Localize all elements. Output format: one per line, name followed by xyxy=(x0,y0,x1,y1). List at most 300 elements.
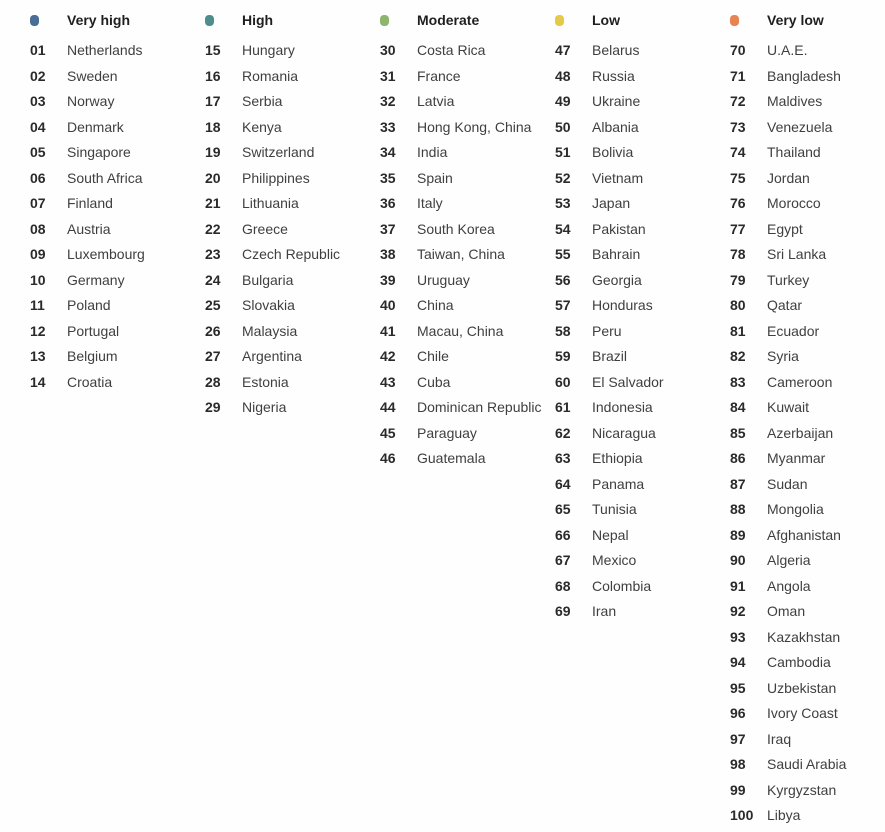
country-name: Dominican Republic xyxy=(417,399,542,415)
country-name: Tunisia xyxy=(592,501,637,517)
country-name: Czech Republic xyxy=(242,246,341,262)
rank-number: 81 xyxy=(730,322,746,339)
country-name: Malaysia xyxy=(242,322,298,339)
list-item xyxy=(205,295,380,321)
country-name: Uzbekistan xyxy=(767,679,837,696)
rank-number: 73 xyxy=(730,118,746,135)
rank-number: 22 xyxy=(205,220,221,237)
rank-number: 17 xyxy=(205,93,221,109)
rank-number: 75 xyxy=(730,169,746,186)
rank-number: 97 xyxy=(730,730,746,747)
country-name: India xyxy=(417,144,448,160)
country-name: Cambodia xyxy=(767,654,831,670)
rank-number: 68 xyxy=(555,577,571,594)
country-name: Croatia xyxy=(67,373,113,390)
list-item xyxy=(205,40,380,66)
list-item xyxy=(555,346,730,372)
column-very-high xyxy=(30,0,205,397)
country-name: Guatemala xyxy=(417,450,486,466)
list-item xyxy=(555,66,730,92)
rank-number: 16 xyxy=(205,67,221,84)
list-item xyxy=(730,474,885,500)
rank-number: 44 xyxy=(380,399,396,415)
rank-number: 63 xyxy=(555,450,571,466)
country-name: Germany xyxy=(67,271,125,288)
rank-number: 42 xyxy=(380,348,396,364)
list-item xyxy=(730,117,885,143)
list-item xyxy=(730,270,885,296)
rank-number: 66 xyxy=(555,526,571,543)
rank-number: 71 xyxy=(730,67,746,84)
rank-number: 34 xyxy=(380,144,396,160)
country-name: Cameroon xyxy=(767,373,833,390)
country-name: Algeria xyxy=(767,552,811,568)
list-item xyxy=(30,270,205,296)
country-name: Italy xyxy=(417,195,443,211)
list-item xyxy=(555,91,730,117)
rank-number: 64 xyxy=(555,475,571,492)
list-item xyxy=(380,219,555,245)
list-item xyxy=(380,244,555,270)
country-name: Libya xyxy=(767,807,801,823)
country-name: Turkey xyxy=(767,271,810,288)
rank-number: 02 xyxy=(30,67,46,84)
rank-number: 40 xyxy=(380,297,396,313)
country-name: Thailand xyxy=(767,144,821,160)
rank-number: 19 xyxy=(205,144,221,160)
list-item xyxy=(380,397,555,423)
list-item xyxy=(730,754,885,780)
rank-number: 72 xyxy=(730,93,746,109)
rank-number: 15 xyxy=(205,42,221,58)
rank-number: 98 xyxy=(730,756,746,772)
rank-number: 04 xyxy=(30,118,46,135)
country-name: Nicaragua xyxy=(592,424,656,441)
country-name: Sri Lanka xyxy=(767,246,827,262)
rank-number: 76 xyxy=(730,195,746,211)
column-rows xyxy=(730,40,885,831)
rank-number: 86 xyxy=(730,450,746,466)
rank-number: 28 xyxy=(205,373,221,390)
list-item xyxy=(730,703,885,729)
rank-number: 56 xyxy=(555,271,571,288)
column-title: High xyxy=(242,12,274,28)
rank-number: 53 xyxy=(555,195,571,211)
country-name: Bulgaria xyxy=(242,271,294,288)
rank-number: 20 xyxy=(205,169,221,186)
country-name: Bolivia xyxy=(592,144,634,160)
country-name: Macau, China xyxy=(417,322,504,339)
list-item xyxy=(380,346,555,372)
rank-number: 45 xyxy=(380,424,396,441)
rank-number: 23 xyxy=(205,246,221,262)
list-item xyxy=(380,91,555,117)
list-item xyxy=(730,652,885,678)
list-item xyxy=(730,372,885,398)
list-item xyxy=(730,805,885,831)
country-name: Panama xyxy=(592,475,645,492)
rank-number: 69 xyxy=(555,603,571,619)
list-item xyxy=(730,244,885,270)
list-item xyxy=(30,244,205,270)
rank-number: 27 xyxy=(205,348,221,364)
country-name: Syria xyxy=(767,348,799,364)
rank-number: 38 xyxy=(380,246,396,262)
rank-number: 87 xyxy=(730,475,746,492)
country-name: Pakistan xyxy=(592,220,646,237)
list-item xyxy=(30,66,205,92)
legend-dot-icon xyxy=(30,15,39,26)
rank-number: 57 xyxy=(555,297,571,313)
country-name: Singapore xyxy=(67,144,131,160)
rank-number: 09 xyxy=(30,246,46,262)
country-name: Serbia xyxy=(242,93,283,109)
list-item xyxy=(380,372,555,398)
country-name: Colombia xyxy=(592,577,652,594)
country-name: South Africa xyxy=(67,169,143,186)
country-name: France xyxy=(417,67,461,84)
country-name: Azerbaijan xyxy=(767,424,834,441)
column-title: Low xyxy=(592,12,620,28)
column-title: Very high xyxy=(67,12,131,28)
list-item xyxy=(730,66,885,92)
list-item xyxy=(730,448,885,474)
rank-number: 49 xyxy=(555,93,571,109)
list-item xyxy=(730,193,885,219)
rank-number: 14 xyxy=(30,373,46,390)
column-rows xyxy=(205,40,380,423)
rank-number: 47 xyxy=(555,42,571,58)
country-name: Switzerland xyxy=(242,144,315,160)
country-name: Mexico xyxy=(592,552,637,568)
country-name: Myanmar xyxy=(767,450,826,466)
rank-number: 50 xyxy=(555,118,571,135)
list-item xyxy=(205,91,380,117)
country-name: Nepal xyxy=(592,526,629,543)
country-name: Mongolia xyxy=(767,501,824,517)
rank-number: 61 xyxy=(555,399,571,415)
rank-number: 91 xyxy=(730,577,746,594)
list-item xyxy=(555,499,730,525)
country-name: Hungary xyxy=(242,42,295,58)
rank-number: 41 xyxy=(380,322,396,339)
rank-number: 07 xyxy=(30,195,46,211)
list-item xyxy=(205,270,380,296)
country-name: U.A.E. xyxy=(767,42,808,58)
country-name: Vietnam xyxy=(592,169,644,186)
list-item xyxy=(30,91,205,117)
column-rows xyxy=(380,40,555,474)
list-item xyxy=(555,525,730,551)
country-name: Oman xyxy=(767,603,806,619)
column-rows xyxy=(30,40,205,397)
country-name: Taiwan, China xyxy=(417,246,505,262)
country-name: Iraq xyxy=(767,730,792,747)
country-name: Paraguay xyxy=(417,424,477,441)
rank-number: 82 xyxy=(730,348,746,364)
list-item xyxy=(30,168,205,194)
rank-number: 54 xyxy=(555,220,571,237)
country-name: Spain xyxy=(417,169,453,186)
list-item xyxy=(205,397,380,423)
rank-number: 59 xyxy=(555,348,571,364)
country-name: El Salvador xyxy=(592,373,664,390)
rank-number: 94 xyxy=(730,654,746,670)
rank-number: 29 xyxy=(205,399,221,415)
list-item xyxy=(205,142,380,168)
column-header xyxy=(555,0,730,40)
list-item xyxy=(30,346,205,372)
rank-number: 74 xyxy=(730,144,746,160)
column-high xyxy=(205,0,380,423)
list-item xyxy=(30,321,205,347)
country-name: Denmark xyxy=(67,118,124,135)
rank-number: 85 xyxy=(730,424,746,441)
country-name: Russia xyxy=(592,67,635,84)
list-item xyxy=(555,550,730,576)
rank-number: 06 xyxy=(30,169,46,186)
country-name: Egypt xyxy=(767,220,803,237)
list-item xyxy=(730,627,885,653)
rank-number: 31 xyxy=(380,67,396,84)
rank-number: 65 xyxy=(555,501,571,517)
rank-number: 77 xyxy=(730,220,746,237)
country-name: China xyxy=(417,297,454,313)
country-name: Afghanistan xyxy=(767,526,841,543)
country-name: Uruguay xyxy=(417,271,470,288)
column-low xyxy=(555,0,730,627)
country-name: Nigeria xyxy=(242,399,287,415)
legend-dot-icon xyxy=(205,15,214,26)
country-name: Indonesia xyxy=(592,399,653,415)
country-name: Argentina xyxy=(242,348,302,364)
country-name: Ethiopia xyxy=(592,450,643,466)
rank-number: 35 xyxy=(380,169,396,186)
list-item xyxy=(555,474,730,500)
list-item xyxy=(730,142,885,168)
rank-number: 58 xyxy=(555,322,571,339)
country-name: Finland xyxy=(67,195,113,211)
rank-number: 30 xyxy=(380,42,396,58)
column-header xyxy=(380,0,555,40)
country-name: Lithuania xyxy=(242,195,299,211)
rank-number: 05 xyxy=(30,144,46,160)
list-item xyxy=(380,193,555,219)
list-item xyxy=(205,66,380,92)
rank-number: 46 xyxy=(380,450,396,466)
rank-number: 01 xyxy=(30,42,46,58)
list-item xyxy=(555,193,730,219)
list-item xyxy=(205,168,380,194)
list-item xyxy=(555,423,730,449)
list-item xyxy=(380,168,555,194)
country-name: Portugal xyxy=(67,322,120,339)
list-item xyxy=(555,117,730,143)
list-item xyxy=(30,142,205,168)
rank-number: 26 xyxy=(205,322,221,339)
rank-number: 32 xyxy=(380,93,396,109)
legend-dot-icon xyxy=(555,15,564,26)
list-item xyxy=(30,193,205,219)
country-name: Poland xyxy=(67,297,111,313)
list-item xyxy=(205,321,380,347)
country-name: Qatar xyxy=(767,297,803,313)
list-item xyxy=(555,244,730,270)
country-name: Greece xyxy=(242,220,288,237)
rank-number: 80 xyxy=(730,297,746,313)
country-name: Chile xyxy=(417,348,449,364)
list-item xyxy=(555,219,730,245)
list-item xyxy=(30,40,205,66)
list-item xyxy=(730,397,885,423)
list-item xyxy=(205,346,380,372)
list-item xyxy=(555,601,730,627)
rank-number: 88 xyxy=(730,501,746,517)
list-item xyxy=(730,499,885,525)
list-item xyxy=(380,423,555,449)
rank-number: 78 xyxy=(730,246,746,262)
rank-number: 60 xyxy=(555,373,571,390)
rank-number: 24 xyxy=(205,271,221,288)
rank-number: 37 xyxy=(380,220,396,237)
country-name: Bangladesh xyxy=(767,67,841,84)
country-name: Norway xyxy=(67,93,115,109)
legend-dot-icon xyxy=(730,15,739,26)
list-item xyxy=(730,550,885,576)
rank-number: 79 xyxy=(730,271,746,288)
list-item xyxy=(730,576,885,602)
list-item xyxy=(730,423,885,449)
rank-number: 13 xyxy=(30,348,46,364)
rank-number: 51 xyxy=(555,144,571,160)
list-item xyxy=(30,372,205,398)
rank-number: 96 xyxy=(730,705,746,721)
country-name: Angola xyxy=(767,577,811,594)
country-name: Sudan xyxy=(767,475,808,492)
list-item xyxy=(730,678,885,704)
column-title: Very low xyxy=(767,12,824,28)
list-item xyxy=(730,729,885,755)
country-name: Kyrgyzstan xyxy=(767,781,837,798)
rank-number: 92 xyxy=(730,603,746,619)
list-item xyxy=(730,780,885,806)
country-name: Honduras xyxy=(592,297,653,313)
country-name: Brazil xyxy=(592,348,628,364)
country-name: Peru xyxy=(592,322,622,339)
column-moderate xyxy=(380,0,555,474)
rank-number: 39 xyxy=(380,271,396,288)
country-name: Kazakhstan xyxy=(767,628,841,645)
country-name: Morocco xyxy=(767,195,821,211)
list-item xyxy=(555,168,730,194)
rank-number: 25 xyxy=(205,297,221,313)
column-title: Moderate xyxy=(417,12,480,28)
country-name: Austria xyxy=(67,220,111,237)
list-item xyxy=(30,295,205,321)
rank-number: 52 xyxy=(555,169,571,186)
column-header xyxy=(30,0,205,40)
list-item xyxy=(730,525,885,551)
rank-number: 33 xyxy=(380,118,396,135)
rank-number: 89 xyxy=(730,526,746,543)
country-name: Maldives xyxy=(767,93,823,109)
column-very-low xyxy=(730,0,885,831)
country-name: Romania xyxy=(242,67,299,84)
rank-number: 11 xyxy=(30,297,45,313)
country-name: Saudi Arabia xyxy=(767,756,847,772)
rank-number: 93 xyxy=(730,628,746,645)
country-name: Costa Rica xyxy=(417,42,486,58)
rank-number: 03 xyxy=(30,93,46,109)
rank-number: 84 xyxy=(730,399,746,415)
list-item xyxy=(380,295,555,321)
country-name: Belgium xyxy=(67,348,118,364)
list-item xyxy=(730,346,885,372)
rank-number: 83 xyxy=(730,373,746,390)
list-item xyxy=(555,576,730,602)
country-name: Ukraine xyxy=(592,93,641,109)
country-name: Philippines xyxy=(242,169,310,186)
list-item xyxy=(380,448,555,474)
list-item xyxy=(730,321,885,347)
rank-number: 43 xyxy=(380,373,396,390)
list-item xyxy=(380,270,555,296)
country-name: Georgia xyxy=(592,271,642,288)
rank-number: 99 xyxy=(730,781,746,798)
list-item xyxy=(380,142,555,168)
rank-number: 100 xyxy=(730,807,754,823)
rank-number: 21 xyxy=(205,195,221,211)
legend-dot-icon xyxy=(380,15,389,26)
rank-number: 67 xyxy=(555,552,571,568)
list-item xyxy=(30,117,205,143)
list-item xyxy=(205,372,380,398)
rank-number: 08 xyxy=(30,220,46,237)
country-name: Luxembourg xyxy=(67,246,145,262)
country-name: Kenya xyxy=(242,118,282,135)
country-name: Japan xyxy=(592,195,631,211)
rank-number: 55 xyxy=(555,246,571,262)
country-name: South Korea xyxy=(417,220,495,237)
list-item xyxy=(380,66,555,92)
list-item xyxy=(205,244,380,270)
country-name: Ivory Coast xyxy=(767,705,838,721)
list-item xyxy=(380,117,555,143)
list-item xyxy=(730,91,885,117)
country-name: Ecuador xyxy=(767,322,820,339)
rank-number: 90 xyxy=(730,552,746,568)
rank-number: 62 xyxy=(555,424,571,441)
list-item xyxy=(380,321,555,347)
list-item xyxy=(205,117,380,143)
list-item xyxy=(555,40,730,66)
list-item xyxy=(555,448,730,474)
list-item xyxy=(730,40,885,66)
list-item xyxy=(730,219,885,245)
country-name: Estonia xyxy=(242,373,289,390)
rank-number: 18 xyxy=(205,118,221,135)
country-name: Bahrain xyxy=(592,246,641,262)
country-name: Iran xyxy=(592,603,617,619)
country-name: Belarus xyxy=(592,42,640,58)
list-item xyxy=(730,295,885,321)
list-item xyxy=(555,372,730,398)
list-item xyxy=(555,321,730,347)
country-name: Cuba xyxy=(417,373,451,390)
list-item xyxy=(555,270,730,296)
rank-number: 36 xyxy=(380,195,396,211)
rank-number: 10 xyxy=(30,271,46,288)
